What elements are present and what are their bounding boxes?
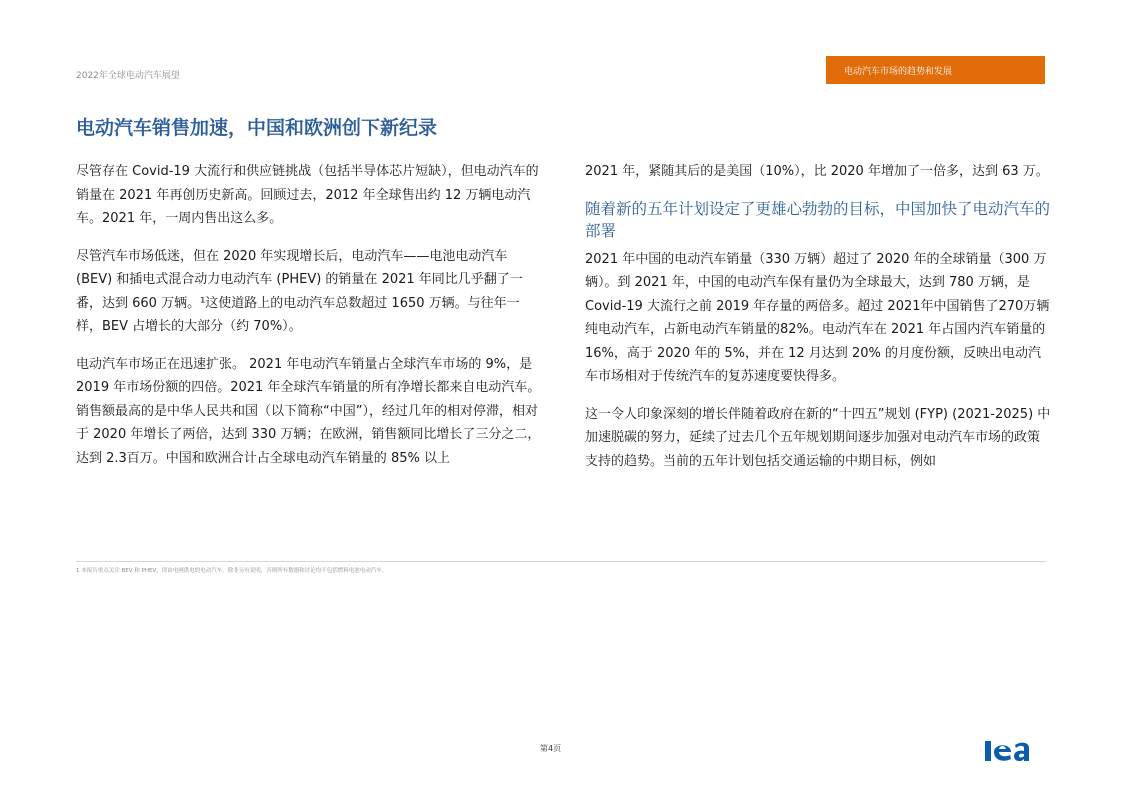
page-title: 电动汽车销售加速，中国和欧洲创下新纪录	[76, 117, 438, 139]
paragraph: 这一令人印象深刻的增长伴随着政府在新的“十四五”规划 (FYP) (2021-2025) 中加速脱碳的努力，延续了过去几个五年规划期间逐步加强对电动汽车市场的政策支持的趋势。当前的五年计划包括交通运输的中期目标，例如	[585, 406, 1051, 469]
section-tab	[826, 56, 1045, 84]
footnote-divider	[76, 561, 1046, 562]
paragraph: 2021 年中国的电动汽车销量（330 万辆）超过了 2020 年的全球销量（300 万辆）。到 2021 年，中国的电动汽车保有量仍为全球最大，达到 780 万辆，是 Covid-19 大流行之前 2019 年存量的两倍多。超过 2021年中国销售了270万辆纯电动汽车，占新电动汽车销量的82%。电动汽车在 2021 年占国内汽车销量的 16%，高于 2020 年的 5%，并在 12 月达到 20% 的月度份额，反映出电动汽车市场相对于传统汽车的复苏速度要快得多。	[585, 251, 1050, 384]
paragraph: 尽管汽车市场低迷，但在 2020 年实现增长后，电动汽车——电池电动汽车 (BEV) 和插电式混合动力电动汽车 (PHEV) 的销量在 2021 年同比几乎翻了一番，达到 660 万辆。¹这使道路上的电动汽车总数超过 1650 万辆。与往年一样，BEV 占增长的大部分（约 70%）。	[76, 248, 523, 334]
right-column	[585, 160, 1051, 487]
paragraph-continued: 2021 年，紧随其后的是美国（10%），比 2020 年增加了一倍多，达到 63 万。	[585, 164, 1049, 179]
left-column	[76, 160, 542, 484]
report-title: 2022年全球电动汽车展望	[76, 71, 180, 81]
paragraph: 电动汽车市场正在迅速扩张。 2021 年电动汽车销量占全球汽车市场的 9%，是 2019 年市场份额的四倍。2021 年全球汽车销量的所有净增长都来自电动汽车。销售额最高的是中华人民共和国（以下简称“中国”），经过几年的相对停滞，相对于 2020 年增长了两倍，达到 330 万辆；在欧洲，销售额同比增长了三分之二，达到 2.3百万。中国和欧洲合计占全球电动汽车销量的 85% 以上	[76, 356, 541, 466]
paragraph: 尽管存在 Covid-19 大流行和供应链挑战（包括半导体芯片短缺），但电动汽车的销量在 2021 年再创历史新高。回顾过去，2012 年全球售出约 12 万辆电动汽车。2021 年，一周内售出这么多。	[76, 164, 539, 226]
section-label: 电动汽车市场的趋势和发展	[844, 66, 953, 77]
page-number: 第4页	[540, 744, 562, 753]
footnote: 1 本报告重点关注 BEV 和 PHEV，即由电网供电的电动汽车。除非另有说明，否则所有数据和讨论均不包括燃料电池电动汽车。	[76, 568, 388, 574]
iea-logo	[985, 733, 1047, 761]
section-subheading: 随着新的五年计划设定了更雄心勃勃的目标，中国加快了电动汽车的部署	[585, 199, 1051, 240]
